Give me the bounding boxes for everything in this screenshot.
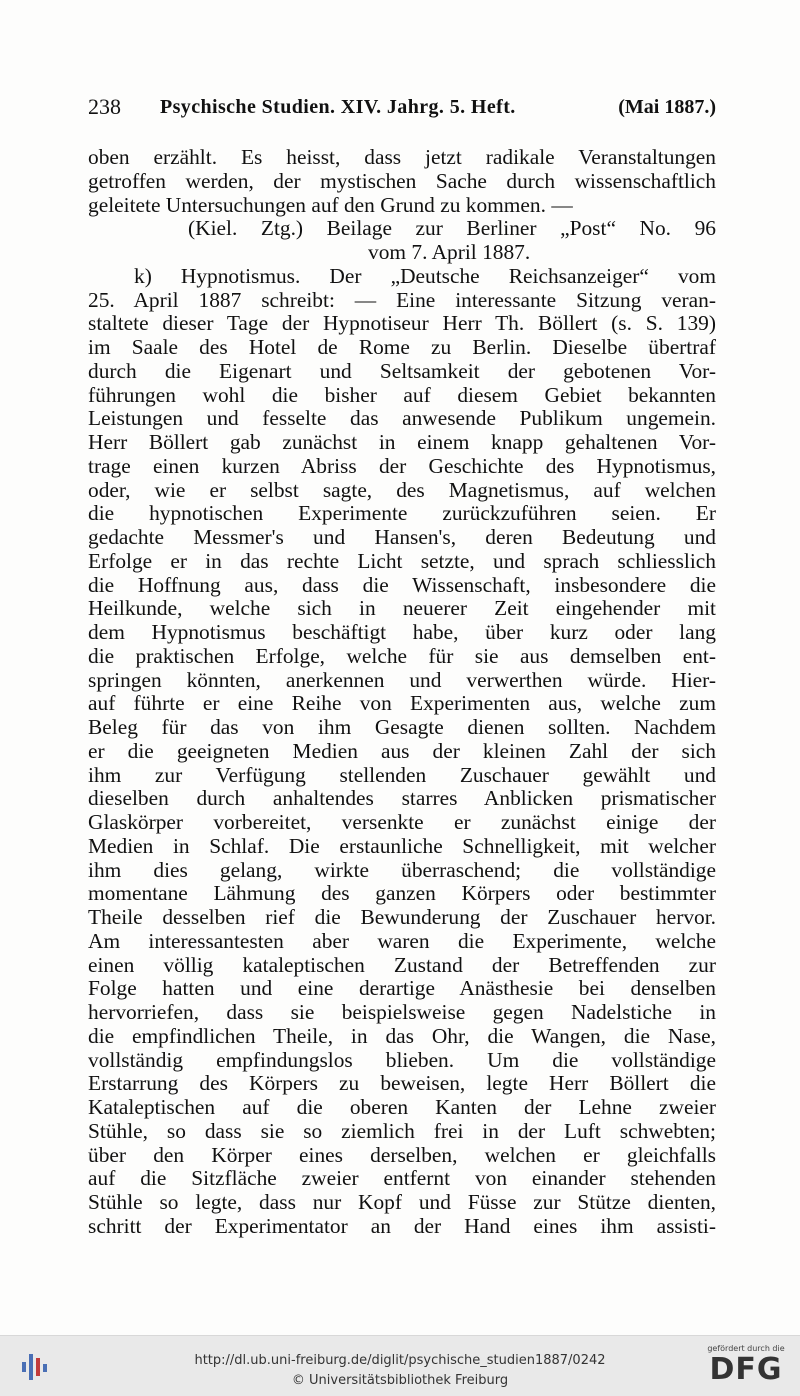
text-line: einen völlig kataleptischen Zustand der Betreffenden zur <box>88 952 716 977</box>
text-line: Heilkunde, welche sich in neuerer Zeit eingehender mit <box>88 596 716 621</box>
text-line: 25. April 1887 schreibt: — Eine interessante Sitzung veran- <box>88 287 716 312</box>
text-line: springen könnten, anerkennen und verwerthen würde. Hier- <box>88 667 716 692</box>
text-line: Kataleptischen auf die oberen Kanten der Lehne zweier <box>88 1095 716 1119</box>
text-line: er die geeigneten Medien aus der kleinen Zahl der sich <box>88 738 716 763</box>
citation-line: vom 7. April 1887. <box>368 240 531 264</box>
text-line: gedachte Messmer's und Hansen's, deren Bedeutung und <box>88 525 716 549</box>
text-line: Folge hatten und eine derartige Anästhesie bei denselben <box>88 976 716 1001</box>
text-line: Medien in Schlaf. Die erstaunliche Schnelligkeit, mit welcher <box>88 833 716 858</box>
text-line: Theile desselben rief die Bewunderung der Zuschauer hervor. <box>88 905 716 929</box>
text-line: auf die Sitzfläche zweier entfernt von einander stehenden <box>88 1166 716 1191</box>
text-line: hervorriefen, dass sie beispielsweise gegen Nadelstiche in <box>88 1000 716 1024</box>
viewer-footer <box>0 1335 800 1396</box>
article-body <box>88 146 716 1239</box>
text-line: führungen wohl die bisher auf diesem Gebiet bekannten <box>88 382 716 407</box>
text-line: ihm dies gelang, wirkte überraschend; die vollständige <box>88 857 716 882</box>
text-line: Erfolge er in das rechte Licht setzte, und sprach schliesslich <box>88 548 716 573</box>
issue-date: (Mai 1887.) <box>618 96 716 118</box>
text-line: trage einen kurzen Abriss der Geschichte des Hypnotismus, <box>88 453 716 478</box>
text-line: oben erzählt. Es heisst, dass jetzt radikale Veranstaltungen <box>88 145 716 169</box>
journal-title: Psychische Studien. XIV. Jahrg. 5. Heft. <box>160 96 516 118</box>
text-line: ihm zur Verfügung stellenden Zuschauer gewählt und <box>88 762 716 787</box>
text-line: Stühle, so dass sie so ziemlich frei in der Luft schwebten; <box>88 1118 716 1143</box>
running-header <box>88 94 716 122</box>
dfg-logo <box>706 1344 786 1387</box>
text-line: Stühle so legte, dass nur Kopf und Füsse zur Stütze dienten, <box>88 1190 716 1214</box>
text-line: durch die Eigenart und Seltsamkeit der gebotenen Vor- <box>88 358 716 383</box>
text-line: die hypnotischen Experimente zurückzuführen seien. Er <box>88 501 716 526</box>
text-line: über den Körper eines derselben, welchen er gleichfalls <box>88 1142 716 1167</box>
citation-line: (Kiel. Ztg.) Beilage zur Berliner „Post“ No. 96 <box>188 216 716 241</box>
text-line: getroffen werden, der mystischen Sache durch wissenschaftlich <box>88 168 716 193</box>
text-line: auf führte er eine Reihe von Experimenten aus, welche zum <box>88 691 716 716</box>
text-line: Herr Böllert gab zunächst in einem knapp gehaltenen Vor- <box>88 430 716 454</box>
page-number: 238 <box>88 94 121 119</box>
text-line: geleitete Untersuchungen auf den Grund zu kommen. — <box>88 192 573 217</box>
text-line: die Hoffnung aus, dass die Wissenschaft, insbesondere die <box>88 572 716 597</box>
text-line: Leistungen und fesselte das anwesende Publikum ungemein. <box>88 406 716 431</box>
text-line: Am interessantesten aber waren die Experimente, welche <box>88 928 716 953</box>
text-line: Glaskörper vorbereitet, versenkte er zunächst einige der <box>88 810 716 834</box>
copyright-notice: © Universitätsbibliothek Freiburg <box>291 1373 509 1388</box>
text-line: vollständig empfindungslos blieben. Um die vollständige <box>88 1047 716 1072</box>
text-line: dem Hypnotismus beschäftigt habe, über kurz oder lang <box>88 620 716 644</box>
dfg-logo-text: DFG <box>709 1352 783 1387</box>
text-line: die empfindlichen Theile, in das Ohr, die Wangen, die Nase, <box>88 1023 716 1048</box>
text-line: Beleg für das von ihm Gesagte dienen sollten. Nachdem <box>88 715 716 739</box>
text-line: im Saale des Hotel de Rome zu Berlin. Dieselbe übertraf <box>88 335 716 359</box>
text-line: Erstarrung des Körpers zu beweisen, legte Herr Böllert die <box>88 1071 716 1096</box>
text-line: die praktischen Erfolge, welche für sie aus demselben ent- <box>88 643 716 668</box>
text-line: momentane Lähmung des ganzen Körpers oder bestimmter <box>88 881 716 906</box>
text-line: dieselben durch anhaltendes starres Anblicken prismatischer <box>88 786 716 811</box>
text-line: schritt der Experimentator an der Hand eines ihm assisti- <box>88 1213 716 1238</box>
permalink-url[interactable]: http://dl.ub.uni-freiburg.de/diglit/psychische_studien1887/0242 <box>194 1353 606 1368</box>
section-heading-line: k) Hypnotismus. Der „Deutsche Reichsanzeiger“ vom <box>134 263 716 288</box>
text-line: staltete dieser Tage der Hypnotiseur Herr Th. Böllert (s. S. 139) <box>88 311 716 336</box>
dfg-funded-label: gefördert durch die <box>707 1344 785 1353</box>
text-line: oder, wie er selbst sagte, des Magnetismus, auf welchen <box>88 477 716 502</box>
